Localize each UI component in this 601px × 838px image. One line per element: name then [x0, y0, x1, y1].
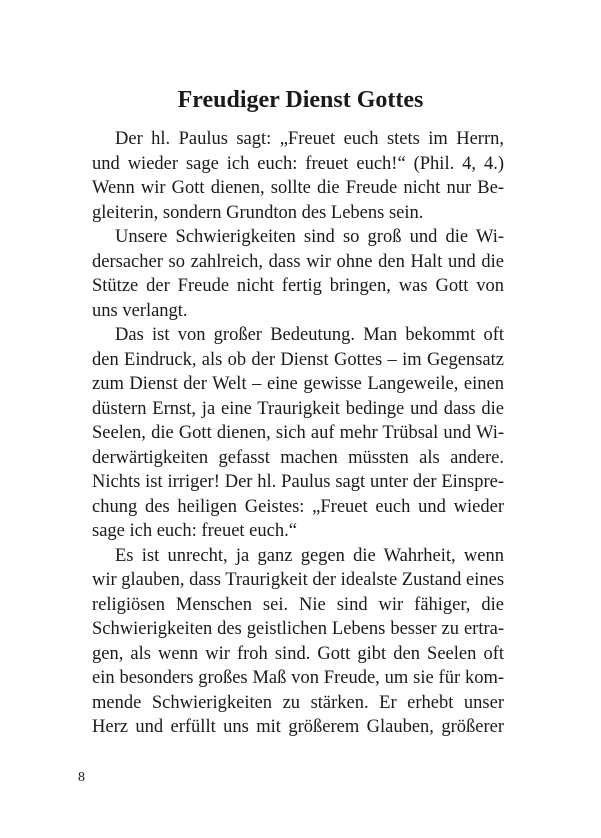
text-line: mende Schwierigkeiten zu stärken. Er erhebt unser — [92, 692, 504, 713]
paragraph-4 — [92, 544, 504, 740]
text-line: sage ich euch: freuet euch.“ — [92, 521, 297, 541]
text-line: ein besonders großes Maß von Freude, um sie für kom- — [92, 668, 504, 688]
page-title: Freudiger Dienst Gottes — [177, 87, 424, 113]
text-line: gen, als wenn wir froh sind. Gott gibt den Seelen oft — [92, 643, 504, 664]
text-line: Nichts ist irriger! Der hl. Paulus sagt unter der Einspre- — [92, 472, 504, 492]
paragraph-2 — [92, 225, 504, 323]
text-line: Wenn wir Gott dienen, sollte die Freude nicht nur Be- — [92, 178, 504, 198]
text-line: chung des heiligen Geistes: „Freuet euch und wieder — [92, 496, 504, 517]
text-line: Seelen, die Gott dienen, sich auf mehr Trübsal und Wi- — [92, 423, 504, 443]
text-line: gleiterin, sondern Grundton des Lebens sein. — [92, 202, 424, 223]
text-line: Es ist unrecht, ja ganz gegen die Wahrheit, wenn — [115, 545, 504, 566]
text-line: dersacher so zahlreich, dass wir ohne den Halt und die — [92, 251, 504, 272]
text-line: religiösen Menschen sei. Nie sind wir fähiger, die — [92, 594, 504, 615]
text-line: Unsere Schwierigkeiten sind so groß und die Wi- — [115, 227, 504, 247]
text-line: düstern Ernst, ja eine Traurigkeit bedinge und dass die — [92, 398, 504, 419]
paragraph-3 — [92, 323, 504, 544]
text-line: den Eindruck, als ob der Dienst Gottes – im Gegensatz — [92, 349, 504, 370]
text-line: zum Dienst der Welt – eine gewisse Langeweile, einen — [92, 374, 504, 394]
text-line: Herz und erfüllt uns mit größerem Glauben, größerer — [92, 717, 504, 737]
body-text — [92, 127, 504, 740]
page-number: 8 — [78, 770, 85, 785]
text-line: Stütze der Freude nicht fertig bringen, was Gott von — [92, 276, 504, 296]
text-line: Schwierigkeiten des geistlichen Lebens besser zu ertra- — [92, 619, 504, 639]
text-line: Der hl. Paulus sagt: „Freuet euch stets im Herrn, — [115, 129, 504, 149]
text-line: derwärtigkeiten gefasst machen müssten als andere. — [92, 447, 504, 468]
text-line: und wieder sage ich euch: freuet euch!“ (Phil. 4, 4.) — [92, 153, 504, 174]
text-line: Das ist von großer Bedeutung. Man bekommt oft — [115, 325, 504, 345]
paragraph-1 — [92, 127, 504, 225]
text-line: wir glauben, dass Traurigkeit der idealste Zustand eines — [92, 570, 505, 590]
text-line: uns verlangt. — [92, 300, 188, 321]
